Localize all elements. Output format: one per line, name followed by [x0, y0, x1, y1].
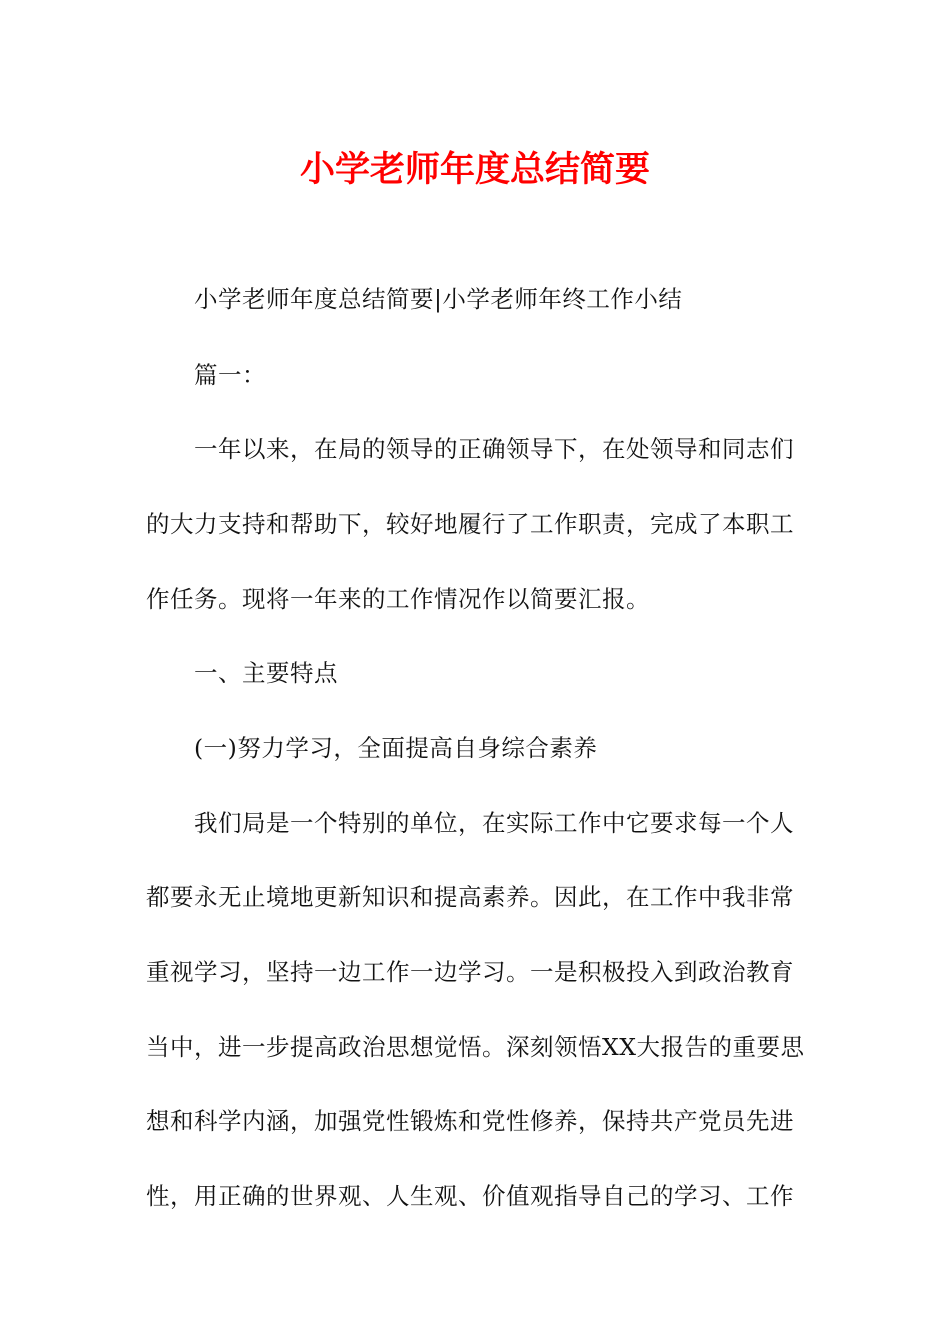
paragraph-line: 我们局是一个特别的单位，在实际工作中它要求每一个人 [194, 809, 794, 837]
paragraph-line: 性，用正确的世界观、人生观、价值观指导自己的学习、工作 [146, 1182, 794, 1210]
subtitle-line: 小学老师年度总结简要|小学老师年终工作小结 [194, 285, 683, 313]
paragraph-line: 想和科学内涵，加强党性锻炼和党性修养，保持共产党员先进 [146, 1107, 794, 1135]
subheading-study: (一)努力学习，全面提高自身综合素养 [194, 734, 598, 762]
paragraph-line: 重视学习，坚持一边工作一边学习。一是积极投入到政治教育 [146, 958, 794, 986]
paragraph-line: 都要永无止境地更新知识和提高素养。因此，在工作中我非常 [146, 883, 794, 911]
paragraph-line: 一年以来，在局的领导的正确领导下，在处领导和同志们 [194, 435, 794, 463]
section-label: 篇一： [194, 361, 266, 389]
document-title: 小学老师年度总结简要 [299, 150, 650, 190]
paragraph-line: 当中，进一步提高政治思想觉悟。深刻领悟XX大报告的重要思 [146, 1033, 805, 1061]
paragraph-line: 作任务。现将一年来的工作情况作以简要汇报。 [146, 585, 650, 613]
heading-main-features: 一、主要特点 [194, 659, 338, 687]
paragraph-line: 的大力支持和帮助下，较好地履行了工作职责，完成了本职工 [146, 510, 794, 538]
